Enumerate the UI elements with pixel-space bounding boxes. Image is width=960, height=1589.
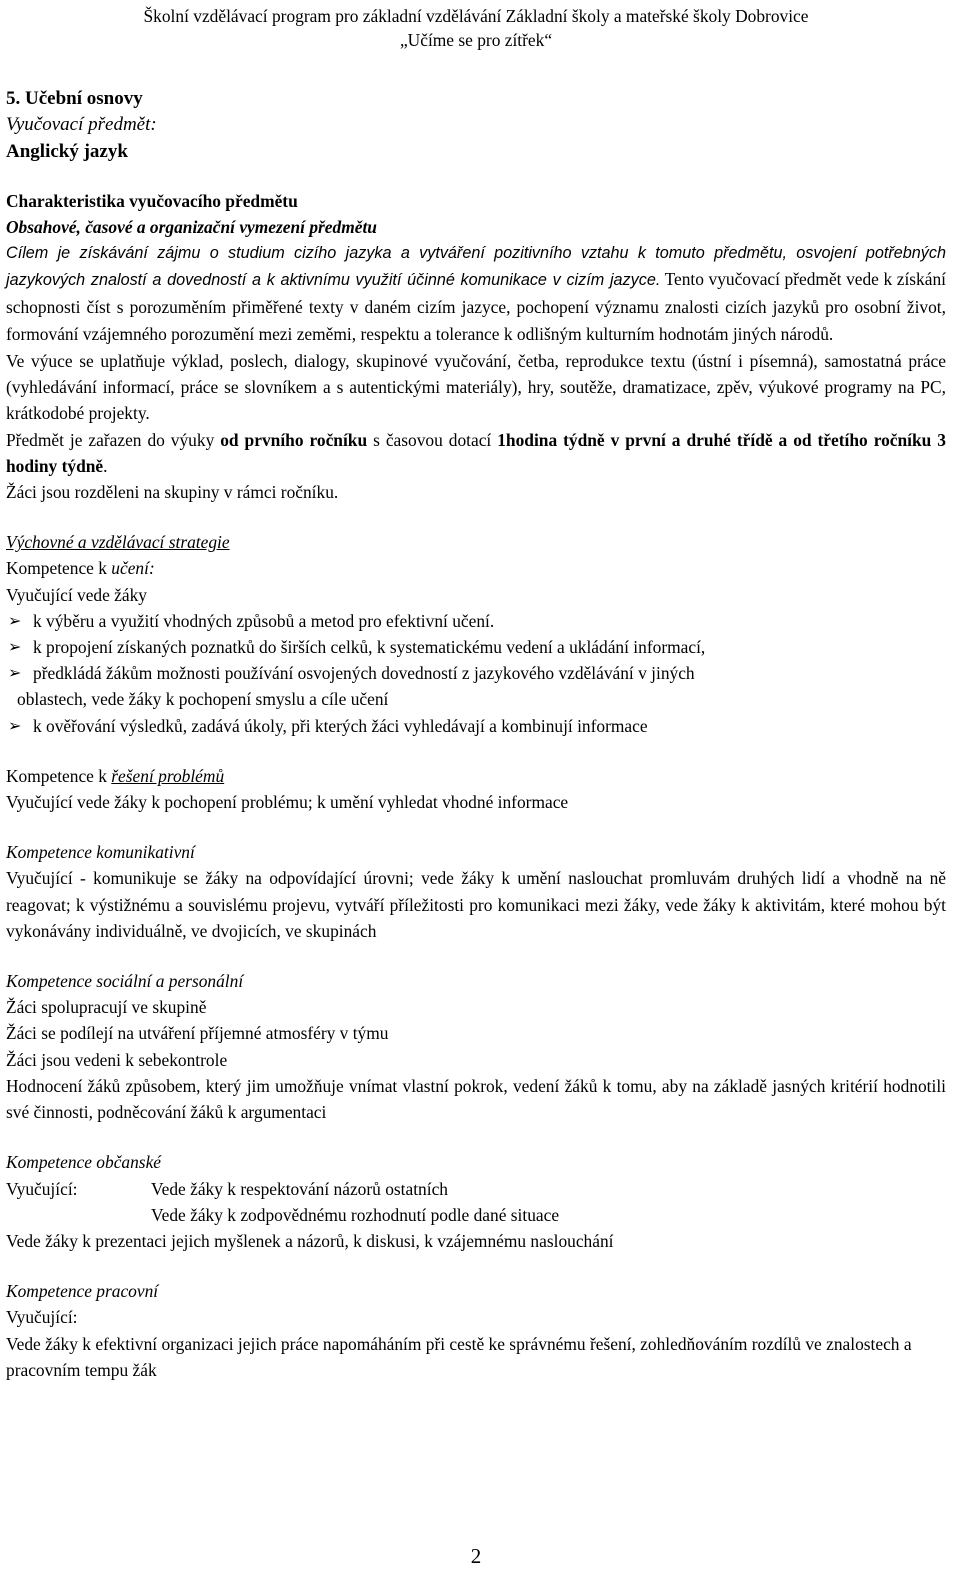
work-competence-label: Kompetence pracovní [6,1281,159,1302]
goals-italic-text: Cílem je získávání zájmu o studium cizího jazyka a vytváření pozitivního vztahu k tomuto předmětu, osvojení potřebných jazykových znalostí a dovedností a k aktivnímu využití účinné komunikace v cizím jazyce. [6,244,946,290]
schedule-paragraph [6,427,946,479]
learning-list [6,608,946,687]
page-number: 2 [470,1544,482,1568]
problem-text: Vyučující vede žáky k pochopení problému; k umění vyhledat vhodné informace [6,792,569,813]
learning-label-prefix: Kompetence k [6,558,112,579]
schedule-text-2: s časovou dotací [367,429,498,450]
list-item-text: k výběru a využití vhodných způsobů a metod pro efektivní učení. [33,610,495,631]
communication-competence-label: Kompetence komunikativní [6,842,195,863]
social-line: Žáci spolupracují ve skupině [6,997,207,1018]
social-competence-label: Kompetence sociální a personální [6,971,244,992]
arrow-bullet-icon: ➢ [8,610,22,630]
methods-paragraph: Ve výuce se uplatňuje výklad, poslech, dialogy, skupinové vyučování, četba, reprodukce textu (ústní i písemná), samostatná práce (vyhledávání informací, práce se slovníkem a s autentickými materiály), hry, soutěže, dramatizace, zpěv, výukové programy na PC, krátkodobé projekty. [6,351,946,424]
document-page [6,0,947,1568]
schedule-text-1: Předmět je zařazen do výuky [6,429,221,450]
schedule-bold-2: 1hodina týdně v první a druhé třídě a od třetího ročníku 3 hodiny týdně [6,429,947,476]
social-text: Hodnocení žáků způsobem, který jim umožňuje vnímat vlastní pokrok, vedení žáků k tomu, aby na základě jasných kritérií hodnotili své činnosti, podněcování žáků k argumentaci [6,1075,946,1123]
list-item-text: k propojení získaných poznatků do širších celků, k systematickému vedení a ukládání informací, [33,637,706,658]
groups-paragraph: Žáci jsou rozděleni na skupiny v rámci ročníku. [6,482,339,503]
arrow-bullet-icon: ➢ [8,637,22,657]
subject-name: Anglický jazyk [6,141,128,162]
learning-lead: Vyučující vede žáky [6,584,148,605]
scope-subheading: Obsahové, časové a organizační vymezení předmětu [6,217,377,237]
civic-row [6,1176,946,1202]
list-item [6,608,946,634]
goals-text: Tento vyučovací předmět vede k získání schopnosti číst s porozuměním přiměřené texty v daném cizím jazyce, pochopení významu znalosti cizích jazyků pro osobní život, formování vzájemného porozumění mezi zeměmi, respektu a tolerance k odlišným kulturním hodnotám jiných národů. [6,269,946,344]
header-school-name: Školní vzdělávací program pro základní vzdělávání Základní školy a mateřské školy Dobrovice [143,6,809,26]
learning-competence-label [6,555,946,581]
work-text: Vede žáky k efektivní organizaci jejich práce napomáháním při cestě ke správnému řešení, zohledňováním rozdílů ve znalostech a pracovním tempu žák [6,1333,912,1380]
characteristic-heading: Charakteristika vyučovacího předmětu [6,191,298,211]
schedule-bold-1: od prvního ročníku [220,429,368,450]
social-line: Žáci jsou vedeni k sebekontrole [6,1049,228,1070]
learning-list-end [6,713,946,739]
list-item [6,660,946,686]
communication-text: Vyučující - komunikuje se žáky na odpovídající úrovni; vede žáky k umění naslouchat promluvám druhých lidí a vhodně na ně reagovat; k výstižnému a souvislému projevu, vytváří příležitosti pro komunikaci mezi žáky, vede žáky k aktivitám, které mohou být vykonávány individuálně, ve dvojicích, ve skupinách [6,868,946,941]
arrow-bullet-icon: ➢ [8,715,22,735]
learning-label-term: učení: [111,558,155,579]
goals-paragraph [6,240,946,348]
list-item-continuation: oblastech, vede žáky k pochopení smyslu a cíle učení [17,689,389,710]
section-title: 5. Učební osnovy [6,88,143,109]
list-item-text: předkládá žákům možnosti používání osvojených dovedností z jazykového vzdělávání v jiných [33,663,695,684]
strategies-heading: Výchovné a vzdělávací strategie [6,532,230,553]
social-line: Žáci se podílejí na utváření příjemné atmosféry v týmu [6,1023,389,1044]
work-teacher-label: Vyučující: [6,1307,78,1328]
civic-line-2: Vede žáky k zodpovědnému rozhodnutí podle dané situace [151,1204,560,1225]
problem-label-term: řešení problémů [111,765,225,786]
problem-label-prefix: Kompetence k [6,765,112,786]
header-motto: „Učíme se pro zítřek“ [399,30,553,50]
list-item [6,634,946,660]
list-item-text: k ověřování výsledků, zadává úkoly, při kterých žáci vyhledávají a kombinují informace [33,715,648,736]
civic-line-3: Vede žáky k prezentaci jejich myšlenek a názorů, k diskusi, k vzájemnému naslouchání [6,1230,614,1251]
document-header [6,4,946,52]
problem-competence-label [6,763,946,789]
arrow-bullet-icon: ➢ [8,663,22,683]
civic-competence-label: Kompetence občanské [6,1152,162,1173]
subject-label: Vyučovací předmět: [6,114,157,135]
schedule-text-3: . [103,455,108,476]
civic-teacher-label: Vyučující: [6,1178,78,1199]
civic-line-1: Vede žáky k respektování názorů ostatních [151,1178,448,1199]
list-item [6,713,946,739]
